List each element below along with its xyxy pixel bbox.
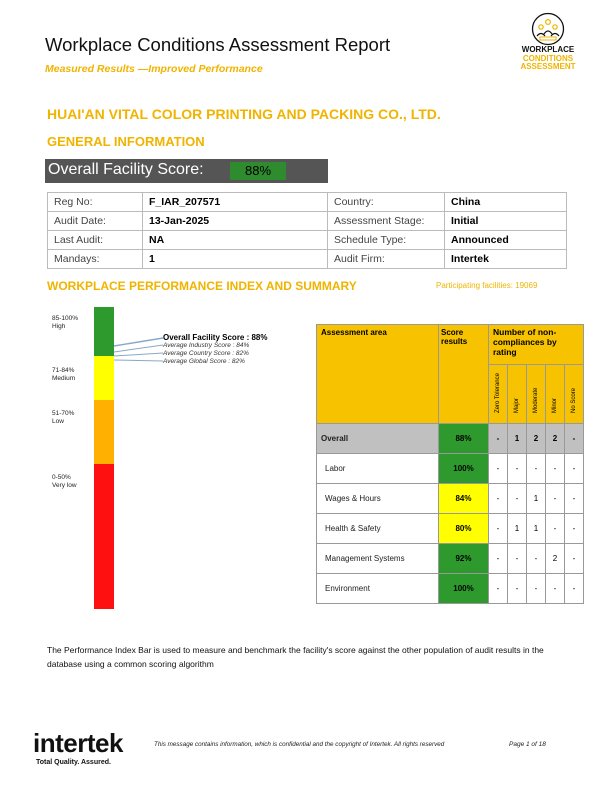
info-label: Mandays: — [48, 250, 143, 269]
area-score: 92% — [439, 544, 489, 574]
info-value: 1 — [143, 250, 328, 269]
nc-count: - — [565, 484, 584, 514]
nc-count: - — [508, 574, 527, 604]
info-value: F_IAR_207571 — [143, 193, 328, 212]
area-name: Overall — [317, 424, 439, 454]
area-score: 80% — [439, 514, 489, 544]
info-label: Assessment Stage: — [328, 212, 445, 231]
info-label: Audit Date: — [48, 212, 143, 231]
info-value: Initial — [445, 212, 567, 231]
nc-count: - — [546, 514, 565, 544]
area-name: Management Systems — [317, 544, 439, 574]
rating-header — [489, 365, 508, 424]
rating-header — [508, 365, 527, 424]
logo-line-2: CONDITIONS — [522, 53, 574, 63]
nc-count: - — [546, 454, 565, 484]
table-row-overall — [317, 424, 584, 454]
nc-count: 1 — [527, 484, 546, 514]
page-number: Page 1 of 18 — [509, 741, 546, 748]
area-score: 88% — [439, 424, 489, 454]
callout-country-score: Average Country Score : 82% — [163, 350, 249, 357]
nc-count: - — [527, 544, 546, 574]
nc-count: - — [565, 574, 584, 604]
band-name: Very low — [52, 482, 77, 489]
nc-count: - — [565, 424, 584, 454]
rating-header — [527, 365, 546, 424]
band-label-medium — [52, 367, 75, 383]
rating-header — [546, 365, 565, 424]
nc-count: - — [508, 544, 527, 574]
confidentiality-notice: This message contains information, which is confidential and the copyright of Intertek. All rights reserved — [154, 741, 445, 748]
rating-label: Major — [514, 397, 520, 413]
nc-count: - — [565, 454, 584, 484]
rating-label: Minor — [552, 397, 558, 413]
performance-index-footnote: The Performance Index Bar is used to measure and benchmark the facility's score against the other population of audit results in the database using a common scoring algorithm — [47, 645, 544, 669]
intertek-logo: intertek — [33, 728, 123, 758]
nc-count: - — [508, 454, 527, 484]
nc-count: - — [565, 544, 584, 574]
overall-score-banner — [45, 159, 328, 183]
band-name: Medium — [52, 375, 76, 382]
area-score: 100% — [439, 574, 489, 604]
nc-count: - — [508, 484, 527, 514]
area-name: Health & Safety — [317, 514, 439, 544]
callout-global-score: Average Global Score : 82% — [163, 358, 245, 365]
rating-label: Moderate — [533, 387, 539, 413]
band-label-very-low — [52, 474, 77, 490]
nc-count: - — [527, 574, 546, 604]
general-info-heading: GENERAL INFORMATION — [47, 134, 205, 149]
rating-label: No Score — [571, 387, 577, 413]
rating-label: Zero Tolerance — [495, 373, 501, 413]
index-bar-low — [94, 400, 114, 464]
info-value: 13-Jan-2025 — [143, 212, 328, 231]
nc-count: 1 — [508, 514, 527, 544]
table-row — [317, 574, 584, 604]
table-row — [317, 484, 584, 514]
info-value: Intertek — [445, 250, 567, 269]
index-bar-medium — [94, 356, 114, 400]
overall-score-value: 88% — [230, 162, 286, 180]
nc-count: 2 — [546, 424, 565, 454]
callout-industry-score: Average Industry Score : 84% — [163, 342, 250, 349]
performance-summary-table — [316, 324, 584, 604]
index-bar-high — [94, 307, 114, 356]
col-header-score: Score results — [439, 325, 489, 424]
nc-count: - — [489, 514, 508, 544]
overall-score-label: Overall Facility Score: — [48, 161, 204, 178]
area-score: 84% — [439, 484, 489, 514]
report-title: Workplace Conditions Assessment Report — [45, 34, 391, 55]
intertek-tagline: Total Quality. Assured. — [36, 759, 111, 766]
col-header-noncompliance: Number of non-compliances by rating — [489, 325, 584, 365]
info-value: Announced — [445, 231, 567, 250]
table-row — [317, 454, 584, 484]
info-label: Schedule Type: — [328, 231, 445, 250]
index-bar-very-low — [94, 464, 114, 609]
table-row — [48, 250, 567, 269]
wpi-heading: WORKPLACE PERFORMANCE INDEX AND SUMMARY — [47, 279, 357, 293]
nc-count: - — [565, 514, 584, 544]
wca-logo — [516, 12, 580, 72]
participating-facilities: Participating facilities: 19069 — [436, 281, 538, 290]
nc-count: - — [489, 454, 508, 484]
nc-count: - — [489, 484, 508, 514]
nc-count: - — [546, 484, 565, 514]
band-range: 0-50% — [52, 474, 71, 481]
band-name: High — [52, 323, 66, 330]
area-score: 100% — [439, 454, 489, 484]
nc-count: - — [546, 574, 565, 604]
nc-count: 1 — [508, 424, 527, 454]
nc-count: - — [527, 454, 546, 484]
info-value: NA — [143, 231, 328, 250]
callout-lines — [114, 330, 166, 366]
area-name: Labor — [317, 454, 439, 484]
rating-header — [565, 365, 584, 424]
col-header-area: Assessment area — [317, 325, 439, 424]
score-callout — [163, 333, 268, 366]
info-label: Last Audit: — [48, 231, 143, 250]
band-name: Low — [52, 418, 64, 425]
band-range: 71-84% — [52, 367, 75, 374]
table-row — [48, 212, 567, 231]
band-range: 85-100% — [52, 315, 79, 322]
table-row — [317, 544, 584, 574]
nc-count: - — [489, 424, 508, 454]
band-label-low — [52, 410, 74, 426]
logo-line-1: WORKPLACE — [521, 45, 575, 54]
general-info-table — [47, 192, 567, 269]
band-range: 51-70% — [52, 410, 75, 417]
table-row — [48, 193, 567, 212]
area-name: Wages & Hours — [317, 484, 439, 514]
table-row — [317, 514, 584, 544]
nc-count: - — [489, 544, 508, 574]
nc-count: 2 — [546, 544, 565, 574]
nc-count: - — [489, 574, 508, 604]
table-row — [48, 231, 567, 250]
report-subtitle: Measured Results —Improved Performance — [45, 63, 263, 75]
nc-count: 1 — [527, 514, 546, 544]
nc-count: 2 — [527, 424, 546, 454]
info-label: Reg No: — [48, 193, 143, 212]
logo-line-3: ASSESSMENT — [520, 62, 576, 71]
info-value: China — [445, 193, 567, 212]
callout-overall-score: Overall Facility Score : 88% — [163, 333, 268, 342]
area-name: Environment — [317, 574, 439, 604]
company-name: HUAI'AN VITAL COLOR PRINTING AND PACKING CO., LTD. — [47, 106, 441, 122]
people-circle-icon — [531, 12, 565, 46]
info-label: Audit Firm: — [328, 250, 445, 269]
table-header-row — [317, 325, 584, 365]
band-label-high — [52, 315, 78, 331]
info-label: Country: — [328, 193, 445, 212]
